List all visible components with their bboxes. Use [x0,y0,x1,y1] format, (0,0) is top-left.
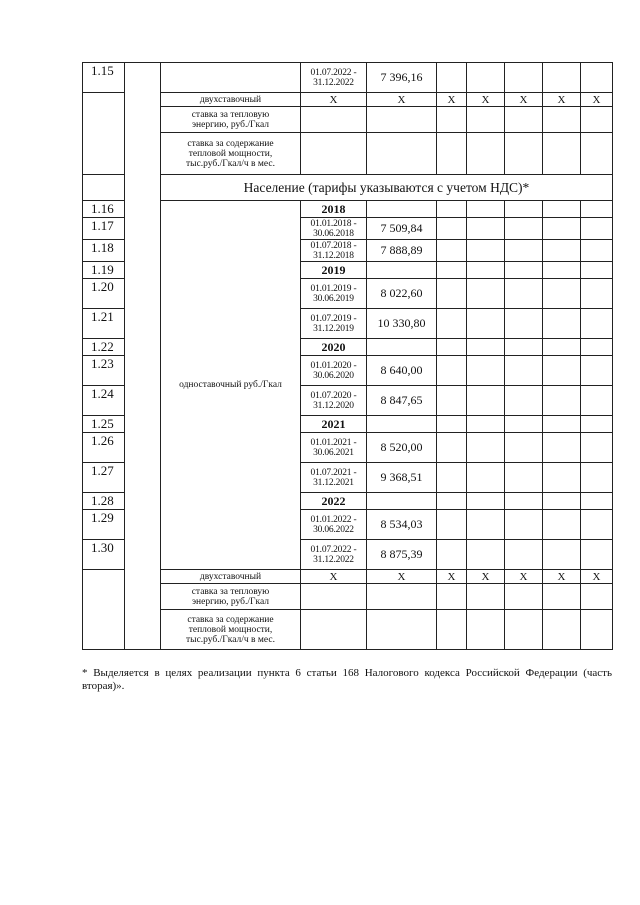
empty-cell [581,433,613,463]
cell-line: 30.06.2021 [313,447,354,458]
year-cell: 2018 [301,201,367,218]
empty-cell [505,279,543,309]
cell-line: энергию, руб./Гкал [191,596,270,607]
cell-line: тепловой мощности, [188,624,273,635]
empty-cell [467,356,505,386]
footnote: * Выделяется в целях реализации пункта 6 статьи 168 Налогового кодекса Российской Федерации (часть вторая)». [82,667,612,692]
empty-cell [543,510,581,540]
empty-cell [505,510,543,540]
empty-cell [467,493,505,510]
period-cell [301,386,367,416]
cell-line: 01.01.2021 - [310,437,357,448]
empty-cell [581,107,613,133]
empty-cell [581,133,613,175]
empty-cell [543,584,581,610]
empty-cell [367,201,437,218]
empty-cell [543,463,581,493]
empty-cell [467,133,505,175]
empty-cell [505,201,543,218]
cell-line: тыс.руб./Гкал/ч в мес. [186,158,275,169]
rate-capacity-label [161,133,301,175]
empty-cell [505,133,543,175]
cell-line: ставка за содержание [187,138,274,149]
empty-cell [301,107,367,133]
empty-cell [367,416,437,433]
row-number: 1.19 [83,262,125,279]
x-mark: Х [505,570,543,584]
tariff-value: 7 888,89 [367,240,437,262]
empty-cell [437,133,467,175]
empty-cell [367,339,437,356]
empty-cell [505,262,543,279]
cell-line: 30.06.2020 [313,370,354,381]
cell-line: 01.01.2018 - [310,218,357,229]
x-mark: Х [437,93,467,107]
x-mark: Х [505,93,543,107]
empty-cell [467,279,505,309]
tariff-value: 8 640,00 [367,356,437,386]
row-number: 1.23 [83,356,125,386]
empty-cell [467,416,505,433]
empty-cell [505,63,543,93]
row-number: 1.30 [83,540,125,570]
tariff-table [82,62,613,650]
empty-cell [437,584,467,610]
onepart-label: одноставочный руб./Гкал [161,201,301,570]
cell-line: 01.01.2022 - [310,514,357,525]
row-number: 1.20 [83,279,125,309]
empty-cell [367,107,437,133]
tariff-value: 7 396,16 [367,63,437,93]
empty-cell [505,339,543,356]
empty-number-cell [83,570,125,650]
cell-line: 01.07.2019 - [310,313,357,324]
tariff-value: 8 520,00 [367,433,437,463]
cell-line: 31.12.2022 [313,554,354,565]
rate-heat-label [161,584,301,610]
empty-cell [505,416,543,433]
year-cell: 2020 [301,339,367,356]
cell-line: 01.07.2022 - [310,67,357,78]
row-number: 1.25 [83,416,125,433]
cell-line: 31.12.2021 [313,477,354,488]
empty-cell [505,433,543,463]
empty-cell [437,309,467,339]
empty-cell [543,201,581,218]
cell-line: 01.01.2019 - [310,283,357,294]
empty-cell [543,133,581,175]
row-number: 1.17 [83,218,125,240]
cell-line: энергию, руб./Гкал [191,119,270,130]
row-number: 1.24 [83,386,125,416]
empty-cell [543,339,581,356]
cell-line: 01.07.2022 - [310,544,357,555]
empty-cell [437,386,467,416]
empty-cell [437,540,467,570]
row-number: 1.26 [83,433,125,463]
cell-line: тепловой мощности, [188,148,273,159]
empty-cell [437,463,467,493]
cell-line: 31.12.2019 [313,323,354,334]
empty-cell [437,63,467,93]
empty-cell [467,218,505,240]
empty-cell [467,433,505,463]
empty-cell [543,386,581,416]
year-cell: 2022 [301,493,367,510]
row-number: 1.27 [83,463,125,493]
empty-cell [543,63,581,93]
empty-cell [437,262,467,279]
empty-cell [505,493,543,510]
empty-cell [581,510,613,540]
row-number: 1.29 [83,510,125,540]
table-row [83,175,613,201]
cell-line: 31.12.2020 [313,400,354,411]
empty-cell [437,493,467,510]
empty-cell [161,63,301,93]
cell-line: 01.01.2020 - [310,360,357,371]
empty-cell [581,339,613,356]
empty-cell [581,240,613,262]
row-number: 1.22 [83,339,125,356]
empty-number-cell [83,93,125,175]
empty-cell [467,540,505,570]
empty-cell [505,107,543,133]
row-number: 1.28 [83,493,125,510]
empty-cell [467,262,505,279]
empty-cell [505,240,543,262]
period-cell [301,240,367,262]
empty-cell [581,201,613,218]
year-cell: 2019 [301,262,367,279]
cell-line: 01.07.2018 - [310,240,357,251]
period-cell [301,463,367,493]
period-cell [301,510,367,540]
empty-cell [437,433,467,463]
period-cell [301,356,367,386]
table-row [83,133,613,175]
empty-cell [581,309,613,339]
empty-cell [367,133,437,175]
tariff-value: 8 022,60 [367,279,437,309]
cell-line: 31.12.2022 [313,77,354,88]
empty-cell [437,240,467,262]
empty-cell [581,610,613,650]
empty-cell [437,356,467,386]
empty-cell [437,279,467,309]
tariff-value: 7 509,84 [367,218,437,240]
empty-cell [437,416,467,433]
empty-cell [437,339,467,356]
x-mark: Х [581,93,613,107]
empty-cell [543,540,581,570]
year-cell: 2021 [301,416,367,433]
table-row [83,63,613,93]
x-mark: Х [467,93,505,107]
table-row [83,107,613,133]
empty-cell [467,201,505,218]
empty-cell [543,279,581,309]
empty-cell [543,433,581,463]
empty-cell [505,463,543,493]
period-cell [301,433,367,463]
empty-cell [543,240,581,262]
empty-cell [367,493,437,510]
empty-number-cell [83,175,125,201]
empty-cell [467,584,505,610]
empty-cell [581,218,613,240]
row-number: 1.16 [83,201,125,218]
x-mark: Х [367,93,437,107]
empty-cell [581,356,613,386]
empty-cell [581,262,613,279]
row-number: 1.21 [83,309,125,339]
empty-cell [505,356,543,386]
empty-cell [543,610,581,650]
period-cell [301,63,367,93]
empty-cell [505,610,543,650]
twopart-label: двухставочный [161,93,301,107]
empty-cell [367,262,437,279]
empty-cell [437,510,467,540]
empty-cell [543,107,581,133]
empty-cell [543,416,581,433]
empty-cell [301,610,367,650]
x-mark: Х [543,93,581,107]
empty-cell [581,584,613,610]
rate-capacity-label [161,610,301,650]
empty-cell [301,584,367,610]
empty-cell [437,107,467,133]
period-cell [301,309,367,339]
x-mark: Х [543,570,581,584]
tariff-value: 8 534,03 [367,510,437,540]
empty-cell [505,309,543,339]
empty-cell [467,610,505,650]
tariff-value: 8 875,39 [367,540,437,570]
empty-cell [505,218,543,240]
row-number: 1.18 [83,240,125,262]
empty-cell [467,107,505,133]
cell-line: тыс.руб./Гкал/ч в мес. [186,634,275,645]
merged-column-b [125,63,161,650]
twopart-label: двухставочный [161,570,301,584]
cell-line: 01.07.2020 - [310,390,357,401]
empty-cell [581,279,613,309]
tariff-value: 8 847,65 [367,386,437,416]
x-mark: Х [367,570,437,584]
period-cell [301,218,367,240]
x-mark: Х [581,570,613,584]
cell-line: ставка за тепловую [191,109,270,120]
table-row [83,93,613,107]
empty-cell [581,386,613,416]
empty-cell [467,386,505,416]
empty-cell [437,610,467,650]
empty-cell [437,218,467,240]
x-mark: Х [301,93,367,107]
cell-line: 30.06.2019 [313,293,354,304]
period-cell [301,279,367,309]
empty-cell [467,240,505,262]
empty-cell [367,610,437,650]
cell-line: ставка за содержание [187,614,274,625]
empty-cell [543,309,581,339]
cell-line: 31.12.2018 [313,250,354,261]
x-mark: Х [467,570,505,584]
empty-cell [467,63,505,93]
empty-cell [581,416,613,433]
empty-cell [367,584,437,610]
cell-line: ставка за тепловую [191,586,270,597]
empty-cell [301,133,367,175]
empty-cell [581,63,613,93]
empty-cell [581,540,613,570]
empty-cell [467,510,505,540]
cell-line: 01.07.2021 - [310,467,357,478]
table-row [83,584,613,610]
empty-cell [581,493,613,510]
empty-cell [543,356,581,386]
rate-heat-label [161,107,301,133]
empty-cell [543,218,581,240]
x-mark: Х [301,570,367,584]
empty-cell [467,339,505,356]
empty-cell [437,201,467,218]
period-cell [301,540,367,570]
row-number: 1.15 [83,63,125,93]
empty-cell [543,262,581,279]
empty-cell [467,463,505,493]
table-row [83,201,613,218]
empty-cell [543,493,581,510]
tariff-value: 10 330,80 [367,309,437,339]
empty-cell [505,584,543,610]
empty-cell [505,540,543,570]
x-mark: Х [437,570,467,584]
population-header: Население (тарифы указываются с учетом НДС)* [161,175,613,201]
empty-cell [505,386,543,416]
table-row [83,610,613,650]
empty-cell [581,463,613,493]
cell-line: 30.06.2022 [313,524,354,535]
empty-cell [467,309,505,339]
cell-line: 30.06.2018 [313,228,354,239]
tariff-value: 9 368,51 [367,463,437,493]
table-row [83,570,613,584]
